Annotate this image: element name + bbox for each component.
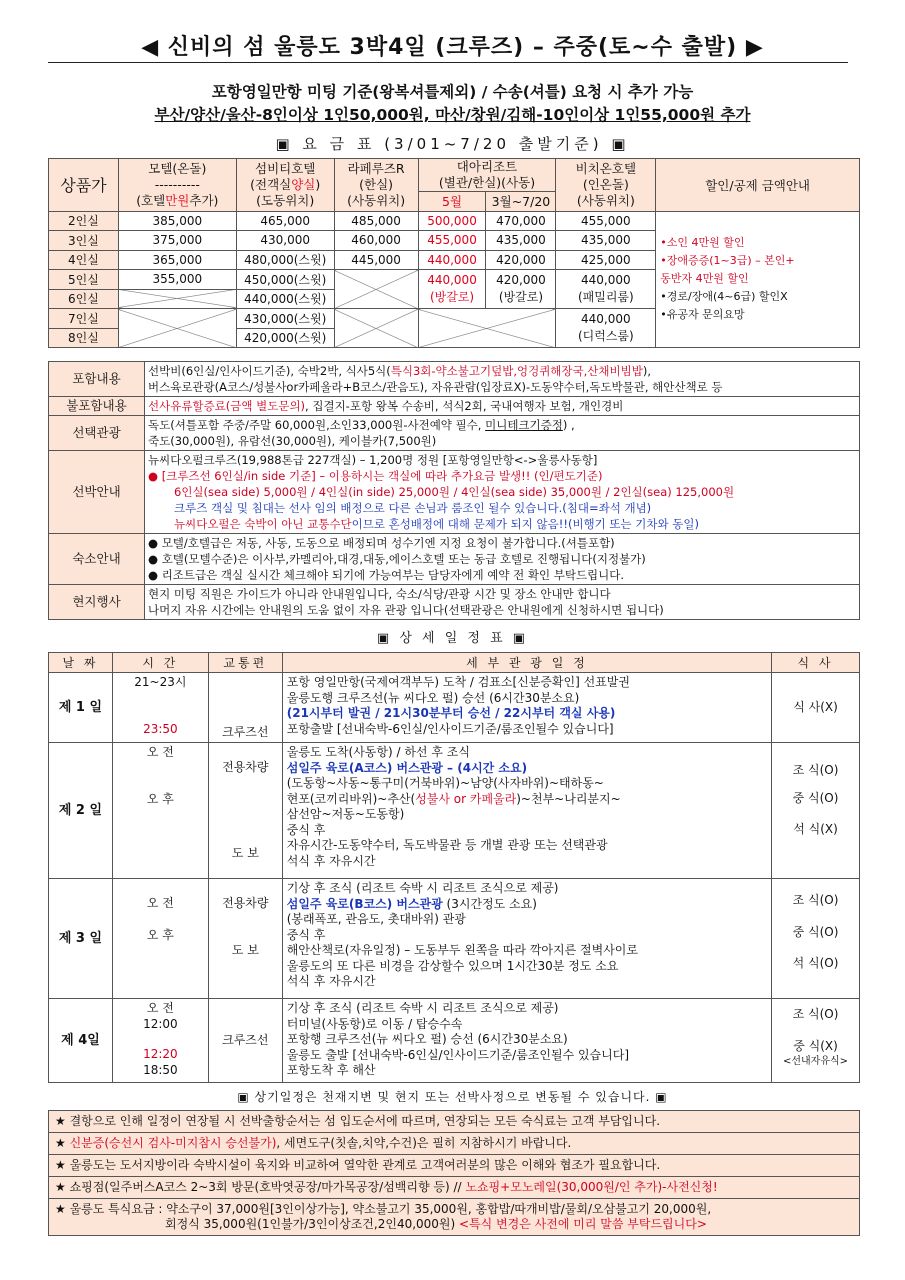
- price-cell: 435,000: [556, 231, 656, 251]
- price-cell: 435,000: [486, 231, 556, 251]
- note-facilities: ★ 울릉도는 도서지방이라 숙박시설이 육지와 비교하여 열악한 관계로 고객여러분의 많은 이해와 협조가 필요합니다.: [49, 1155, 860, 1177]
- price-cell: 430,000(스윗): [236, 309, 334, 329]
- option-content: 독도(셔틀포함 주중/주말 60,000원,소인33,000원-사전예약 필수, 미니테크기증정) , 죽도(30,000원), 유람선(30,000원), 케이블카(7,500원): [145, 416, 860, 451]
- day1-detail: 포항 영일만항(국제여객부두) 도착 / 검표소[신분증확인] 선표발권 울릉도행 크루즈선(뉴 씨다오 펄) 승선 (6시간30분소요) (21시부터 발권 / 21시30분부터 승선 / 22시부터 객실 사용) 포항출발 [선내숙박-6인실/인사이드기준/룸조인될수 있습니다]: [282, 673, 771, 743]
- unavailable-cell: [118, 289, 236, 309]
- discount-notes: •소인 4만원 할인 •장애증증(1~3급) – 본인+ 동반자 4만원 할인 •경로/장애(4~6급) 할인X •유공자 문의요망: [656, 211, 860, 348]
- day2-transport: 전용차량 도 보: [208, 743, 282, 879]
- header-beachon-hotel: 비치온호텔 (인온돌) (사동위치): [556, 159, 656, 212]
- price-cell: 460,000: [334, 231, 418, 251]
- schedule-heading: ▣ 상 세 일 정 표 ▣: [376, 631, 529, 646]
- title-underline: [48, 62, 848, 63]
- col-detail: 세 부 관 광 일 정: [282, 653, 771, 673]
- price-cell: 440,000(스윗): [236, 289, 334, 309]
- unavailable-cell: [334, 270, 418, 309]
- price-cell: 420,000: [486, 250, 556, 270]
- lodging-label: 숙소안내: [49, 534, 145, 585]
- price-cell: 365,000: [118, 250, 236, 270]
- price-cell: 355,000: [118, 270, 236, 290]
- price-cell: 440,000 (디럭스룸): [556, 309, 656, 348]
- meeting-note: 포항영일만항 미팅 기준(왕복셔틀제외) / 수송(셔틀) 요청 시 추가 가능: [211, 83, 694, 101]
- day2-times: 오 전 오 후: [112, 743, 208, 879]
- price-cell: 440,000 (패밀리룸): [556, 270, 656, 309]
- day3-times: 오 전 오 후: [112, 879, 208, 999]
- price-cell: 450,000(스윗): [236, 270, 334, 290]
- schedule-footnote: ▣ 상기일정은 천재지변 및 현지 또는 선박사정으로 변동될 수 있습니다. ▣: [237, 1090, 668, 1104]
- price-cell: 455,000: [418, 231, 486, 251]
- price-cell: 425,000: [556, 250, 656, 270]
- ship-content: 뉴씨다오펄크루즈(19,988톤급 227객실) – 1,200명 정원 [포항영일만항<->울릉사동항] ● [크루즈선 6인실/in side 기준] – 이용하시는 객실에 따라 추가요금 발생!! (인/편도기준) 6인실(sea side) 5,000원 / 4인실(in side) 25,000원 / 4인실(sea side) 35,000원 / 2인실(sea) 125,000원 크루즈 객실 및 침대는 선사 임의 배정으로 다른 손님과 룸조인 될수 있습니다.(침대=좌석 개념) 뉴씨다오펄은 숙박이 아닌 교통수단이므로 혼성배정에 대해 문제가 되지 않음!!(비행기 또는 기차와 동일): [145, 451, 860, 534]
- price-cell: 465,000: [236, 211, 334, 231]
- header-laperouse: 라페루즈R (한실) (사동위치): [334, 159, 418, 212]
- note-delay: ★ 결항으로 인해 일정이 연장될 시 선박출항순서는 섬 입도순서에 따르며, 연장되는 모든 숙식료는 고객 부담입니다.: [49, 1111, 860, 1133]
- col-meal: 식 사: [772, 653, 860, 673]
- col-time: 시 간: [112, 653, 208, 673]
- price-cell: 375,000: [118, 231, 236, 251]
- day1-label: 제 1 일: [49, 673, 113, 743]
- local-label: 현지행사: [49, 585, 145, 620]
- day3-label: 제 3 일: [49, 879, 113, 999]
- col-day: 날 짜: [49, 653, 113, 673]
- local-content: 현지 미팅 직원은 가이드가 아니라 안내원입니다, 숙소/식당/관광 시간 및 장소 안내만 합니다 나머지 자유 시간에는 안내원의 도움 없이 자유 관광 입니다(선택관광은 안내원에게 신청하시면 됩니다): [145, 585, 860, 620]
- header-motel: 모텔(온돌) ---------- (호텔만원추가): [118, 159, 236, 212]
- price-cell: 500,000: [418, 211, 486, 231]
- day2-detail: 울릉도 도착(사동항) / 하선 후 조식 섬일주 육로(A코스) 버스관광 – (4시간 소요) (도동항~사동~통구미(거북바위)~남양(사자바위)~태하동~ 현포(코끼리바위)~추산(성불사 or 카페울라)~천부~나리분지~ 삼선암~저동~도동항) 중식 후 자유시간-도동약수터, 독도박물관 등 개별 관광 또는 선택관광 석식 후 자유시간: [282, 743, 771, 879]
- day4-label: 제 4일: [49, 999, 113, 1083]
- row-label: 4인실: [49, 250, 119, 270]
- info-table: [48, 361, 860, 620]
- unavailable-cell: [118, 309, 236, 348]
- day1-transport: 크루즈선: [208, 673, 282, 743]
- price-cell: 420,000 (방갈로): [486, 270, 556, 309]
- day1-times: 21~23시 23:50: [112, 673, 208, 743]
- row-label: 7인실: [49, 309, 119, 329]
- exclude-content: 선사유류할증료(금액 별도문의), 집결지-포항 왕복 수송비, 석식2회, 국내여행자 보험, 개인경비: [145, 397, 860, 416]
- price-cell: 440,000 (방갈로): [418, 270, 486, 309]
- price-cell: 445,000: [334, 250, 418, 270]
- day1-meal: 식 사(X): [772, 673, 860, 743]
- unavailable-cell: [334, 309, 418, 348]
- price-cell: 385,000: [118, 211, 236, 231]
- day4-times: 오 전 12:00 12:20 18:50: [112, 999, 208, 1083]
- option-label: 선택관광: [49, 416, 145, 451]
- row-label: 2인실: [49, 211, 119, 231]
- day4-detail: 기상 후 조식 (리조트 숙박 시 리조트 조식으로 제공) 터미널(사동항)로 이동 / 탑승수속 포항행 크루즈선(뉴 씨다오 펄) 승선 (6시간30분소요) 울릉도 출발 [선내숙박-6인실/인사이드기준/룸조인될수 있습니다] 포항도착 후 해산: [282, 999, 771, 1083]
- day2-label: 제 2 일: [49, 743, 113, 879]
- schedule-table: [48, 652, 860, 1083]
- price-cell: 430,000: [236, 231, 334, 251]
- day2-meals: 조 식(O) 중 식(O) 석 식(X): [772, 743, 860, 879]
- note-id-card: ★ 신분증(승선시 검사-미지참시 승선불가), 세면도구(칫솔,치약,수건)은 필히 지참하시기 바랍니다.: [49, 1133, 860, 1155]
- price-cell: 485,000: [334, 211, 418, 231]
- lodging-content: ● 모텔/호텔급은 저동, 사동, 도동으로 배정되며 성수기엔 지정 요청이 불가합니다.(셔틀포함) ● 호텔(모텔수준)은 이사부,카멜리아,대경,대동,에이스호텔 또는 동급 호텔로 진행됩니다(지정불가) ● 리조트급은 객실 실시간 체크해야 되기에 가능여부는 담당자에게 예약 전 확인 부탁드립니다.: [145, 534, 860, 585]
- header-seomvity-hotel: 섬비티호텔 (전객실양실) (도동위치): [236, 159, 334, 212]
- exclude-label: 불포함내용: [49, 397, 145, 416]
- corner-label: 상품가: [49, 159, 119, 212]
- note-shopping: ★ 쇼핑점(일주버스A코스 2~3회 방문(호박엿공장/마가목공장/섬백리향 등) // 노쇼핑+모노레일(30,000원/인 추가)-사전신청!: [49, 1177, 860, 1199]
- ship-label: 선박안내: [49, 451, 145, 534]
- unavailable-cell: [418, 309, 556, 348]
- day3-detail: 기상 후 조식 (리조트 숙박 시 리조트 조식으로 제공) 섬일주 육로(B코스) 버스관광 (3시간정도 소요) (봉래폭포, 관음도, 촛대바위) 관광 중식 후 해안산책로(자유일정) – 도동부두 왼쪽을 따라 깍아지른 절벽사이로 울릉도의 또 다른 비경을 감상할수 있으며 1시간30분 정도 소요 석식 후 자유시간: [282, 879, 771, 999]
- row-label: 6인실: [49, 289, 119, 309]
- col-transport: 교통편: [208, 653, 282, 673]
- price-cell: 440,000: [418, 250, 486, 270]
- include-content: 선박비(6인실/인사이드기준), 숙박2박, 식사5식(특식3회-약소불고기덮밥,엉겅퀴해장국,산채비빔밥), 버스육로관광(A코스/성불사or카페울라+B코스/관음도), 자유관람(입장료X)-도동약수터,독도박물관, 해안산책로 등: [145, 362, 860, 397]
- row-label: 3인실: [49, 231, 119, 251]
- price-cell: 455,000: [556, 211, 656, 231]
- notes-table: [48, 1110, 860, 1236]
- note-special-meals: ★ 울릉도 특식요금 : 약소구이 37,000원[3인이상가능], 약소불고기 35,000원, 홍합밥/따개비밥/물회/오삼불고기 20,000원, 회정식 35,000원(1인불가/3인이상조건,2인40,000원) <특식 변경은 사전에 미리 말씀 부탁드립니다>: [49, 1199, 860, 1236]
- header-daea-may: 5월: [418, 192, 486, 212]
- day4-meals: 조 식(O) 중 식(X) <선내자유식>: [772, 999, 860, 1083]
- day3-meals: 조 식(O) 중 식(O) 석 식(O): [772, 879, 860, 999]
- price-cell: 480,000(스윗): [236, 250, 334, 270]
- price-cell: 420,000(스윗): [236, 328, 334, 348]
- header-daea-resort: 대아리조트 (별관/한실)(사동): [418, 159, 556, 192]
- price-table: [48, 158, 860, 348]
- header-discount: 할인/공제 금액안내: [656, 159, 860, 212]
- page-title: ◀ 신비의 섬 울릉도 3박4일 (크루즈) – 주중(토~수 출발) ▶: [141, 35, 764, 60]
- shuttle-surcharge-note: 부산/양산/울산-8인이상 1인50,000원, 마산/창원/김해-10인이상 1인55,000원 추가: [154, 106, 751, 124]
- day4-transport: 크루즈선: [208, 999, 282, 1083]
- row-label: 8인실: [49, 328, 119, 348]
- price-cell: 470,000: [486, 211, 556, 231]
- include-label: 포함내용: [49, 362, 145, 397]
- row-label: 5인실: [49, 270, 119, 290]
- price-table-heading: ▣ 요 금 표 (3/01~7/20 출발기준) ▣: [275, 135, 630, 153]
- day3-transport: 전용차량 도 보: [208, 879, 282, 999]
- header-daea-other: 3월~7/20: [486, 192, 556, 212]
